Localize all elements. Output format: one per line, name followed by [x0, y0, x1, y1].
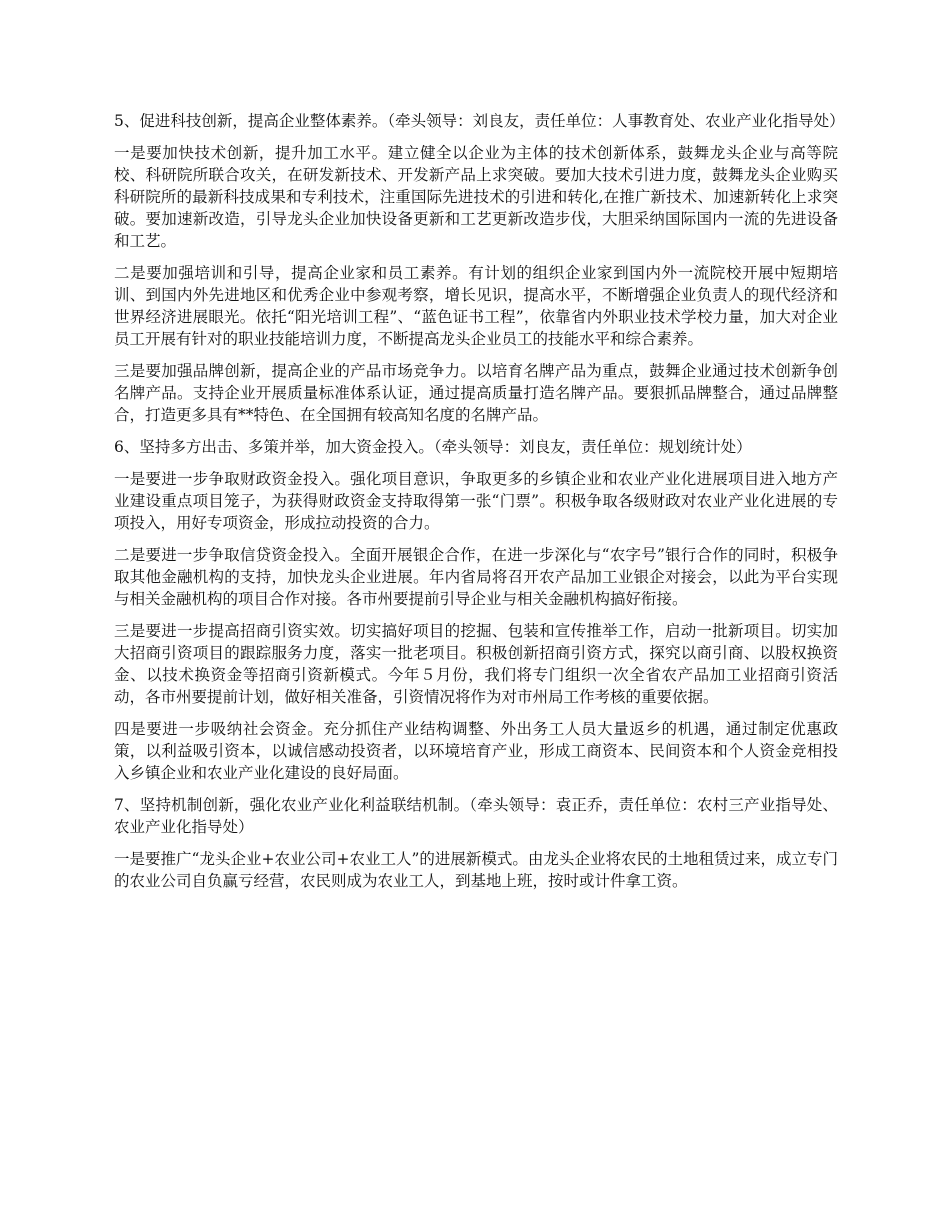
section-heading-7: 7、坚持机制创新，强化农业产业化利益联结机制。（牵头领导：袁正乔，责任单位：农村三产业指导处、农业产业化指导处） [114, 796, 838, 836]
section-heading-6: 6、坚持多方出击、多策并举，加大资金投入。（牵头领导：刘良友，责任单位：规划统计处） [114, 438, 752, 456]
paragraph-brand: 三是要加强品牌创新，提高企业的产品市场竞争力。以培育名牌产品为重点，鼓舞企业通过技术创新争创名牌产品。支持企业开展质量标准体系认证，通过提高质量打造名牌产品。要狠抓品牌整合，通过品牌整合，打造更多具有**特色、在全国拥有较高知名度的名牌产品。 [114, 362, 838, 424]
paragraph-training: 二是要加强培训和引导，提高企业家和员工素养。有计划的组织企业家到国内外一流院校开展中短期培训、到国内外先进地区和优秀企业中参观考察，增长见识，提高水平，不断增强企业负责人的现代经济和世界经济进展眼光。依托“阳光培训工程”、“蓝色证书工程”，依靠省内外职业技术学校力量，加大对企业员工开展有针对的职业技能培训力度，不断提高龙头企业员工的技能水平和综合素养。 [114, 264, 838, 348]
paragraph-investment: 三是要进一步提高招商引资实效。切实搞好项目的挖掘、包装和宣传推举工作，启动一批新项目。切实加大招商引资项目的跟踪服务力度，落实一批老项目。积极创新招商引资方式，探究以商引商、以股权换资金、以技术换资金等招商引资新模式。今年５月份，我们将专门组织一次全省农产品加工业招商引资活动，各市州要提前计划，做好相关准备，引资情况将作为对市州局工作考核的重要依据。 [114, 622, 838, 706]
section-heading-5: 5、促进科技创新，提高企业整体素养。（牵头领导：刘良友，责任单位：人事教育处、农业产业化指导处） [114, 112, 845, 130]
paragraph-tech-innovation: 一是要加快技术创新，提升加工水平。建立健全以企业为主体的技术创新体系，鼓舞龙头企业与高等院校、科研院所联合攻关，在研发新技术、开发新产品上求突破。要加大技术引进力度，鼓舞龙头企业购买科研院所的最新科技成果和专利技术，注重国际先进技术的引进和转化,在推广新技术、加速新转化上求突破。要加速新改造，引导龙头企业加快设备更新和工艺更新改造步伐，大胆采纳国际国内一流的先进设备和工艺。 [114, 144, 838, 250]
paragraph-fiscal-funds: 一是要进一步争取财政资金投入。强化项目意识，争取更多的乡镇企业和农业产业化进展项目进入地方产业建设重点项目笼子，为获得财政资金支持取得第一张“门票”。积极争取各级财政对农业产业化进展的专项投入，用好专项资金，形成拉动投资的合力。 [114, 470, 838, 532]
paragraph-credit-funds: 二是要进一步争取信贷资金投入。全面开展银企合作，在进一步深化与“农字号”银行合作的同时，积极争取其他金融机构的支持，加快龙头企业进展。年内省局将召开农产品加工业银企对接会，以此为平台实现与相关金融机构的项目合作对接。各市州要提前引导企业与相关金融机构搞好衔接。 [114, 546, 838, 608]
paragraph-new-model: 一是要推广“龙头企业+农业公司+农业工人”的进展新模式。由龙头企业将农民的土地租赁过来，成立专门的农业公司自负赢亏经营，农民则成为农业工人，到基地上班，按时或计件拿工资。 [114, 850, 838, 890]
document-body [114, 110, 845, 902]
paragraph-social-capital: 四是要进一步吸纳社会资金。充分抓住产业结构调整、外出务工人员大量返乡的机遇，通过制定优惠政策，以利益吸引资本，以诚信感动投资者，以环境培育产业，形成工商资本、民间资本和个人资金竞相投入乡镇企业和农业产业化建设的良好局面。 [114, 720, 838, 782]
